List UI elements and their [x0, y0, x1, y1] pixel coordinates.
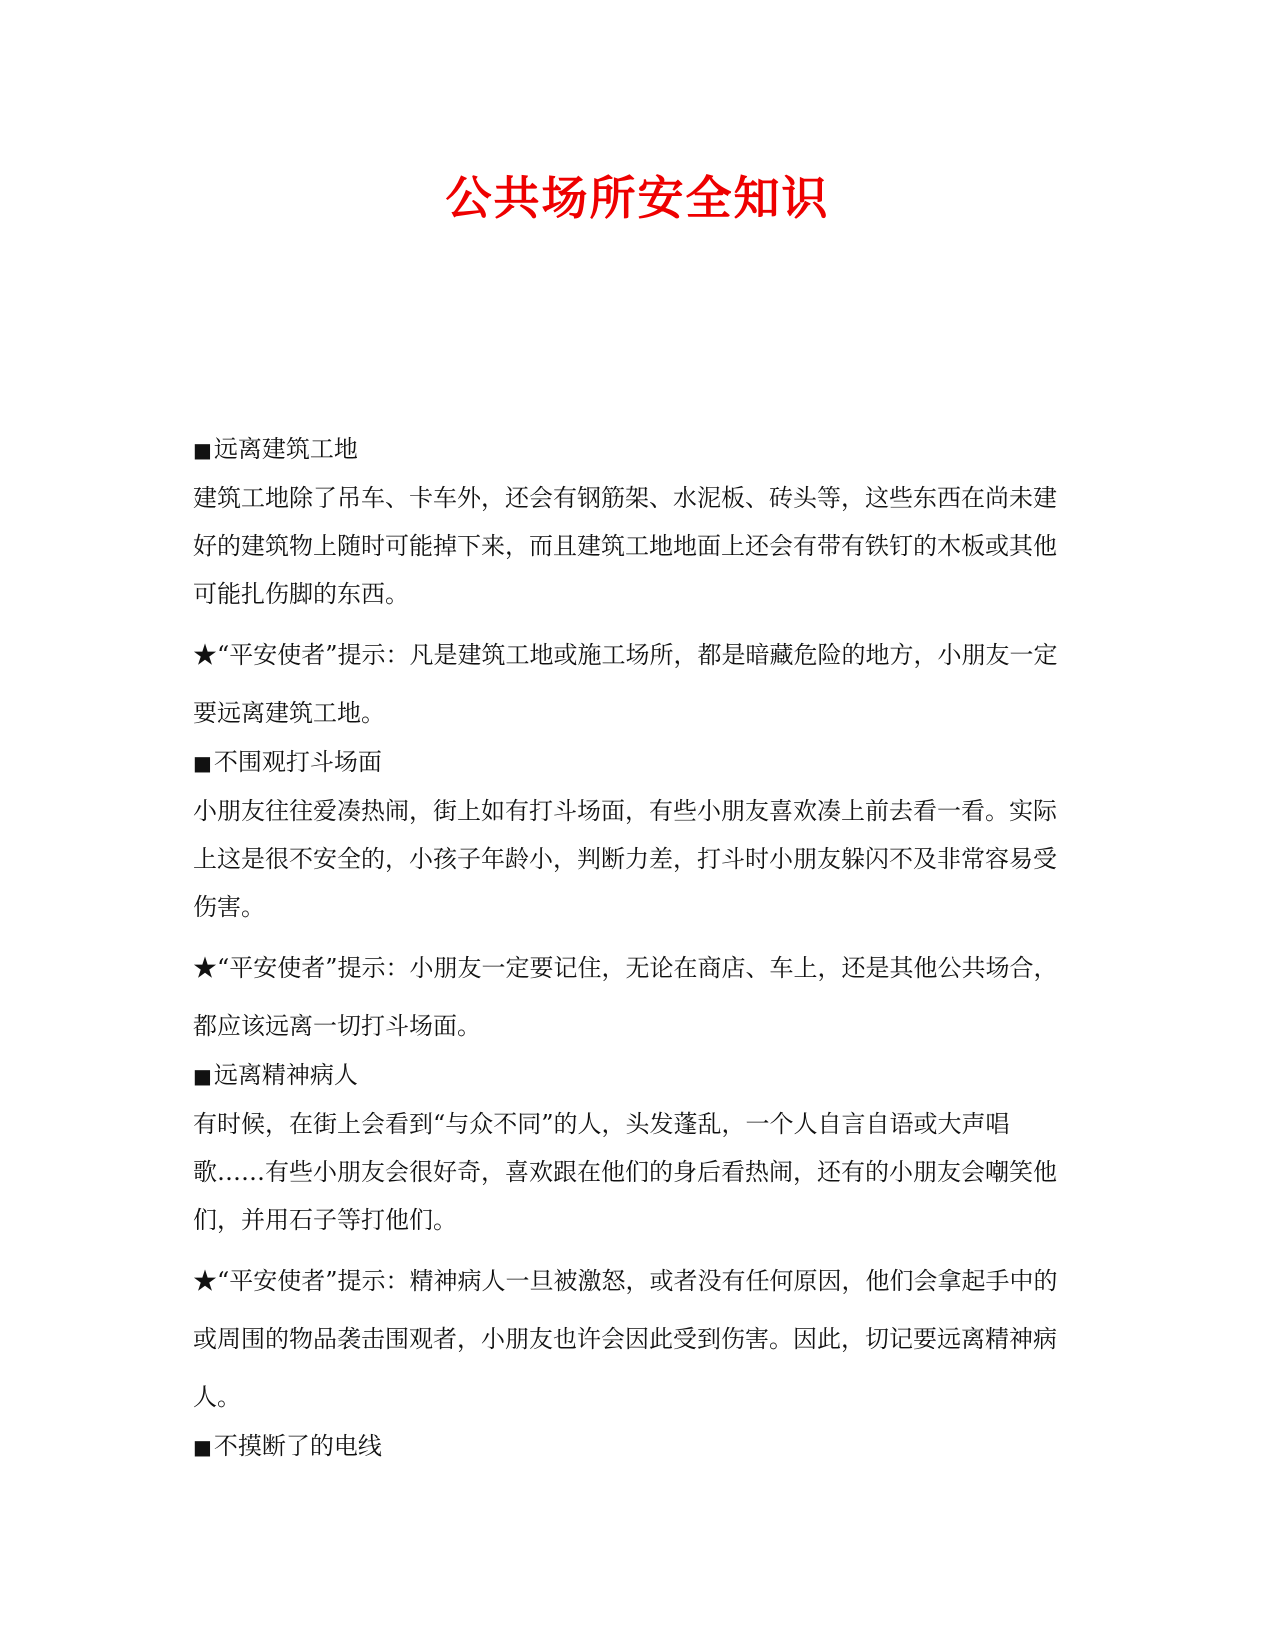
section-tip-construction: ★“平安使者”提示：凡是建筑工地或施工场所，都是暗藏危险的地方，小朋友一定要远离建筑工地。	[193, 641, 1058, 727]
square-bullet-icon: ■	[193, 751, 212, 775]
section-heading-mental-patient: ■远离精神病人	[193, 1061, 358, 1089]
square-bullet-icon: ■	[193, 1064, 212, 1088]
section-text-fighting: 小朋友往往爱凑热闹，街上如有打斗场面，有些小朋友喜欢凑上前去看一看。实际上这是很不安全的，小孩子年龄小，判断力差，打斗时小朋友躲闪不及非常容易受伤害。	[193, 797, 1057, 921]
document-body	[193, 425, 1073, 1471]
section-heading-fighting: ■不围观打斗场面	[193, 748, 382, 776]
square-bullet-icon: ■	[193, 438, 212, 462]
section-text-construction: 建筑工地除了吊车、卡车外，还会有钢筋架、水泥板、砖头等，这些东西在尚未建好的建筑物上随时可能掉下来，而且建筑工地地面上还会有带有铁钉的木板或其他可能扎伤脚的东西。	[193, 484, 1057, 608]
section-text-mental-patient: 有时候，在街上会看到“与众不同”的人，头发蓬乱，一个人自言自语或大声唱歌……有些小朋友会很好奇，喜欢跟在他们的身后看热闹，还有的小朋友会嘲笑他们，并用石子等打他们。	[193, 1110, 1057, 1234]
section-tip-mental-patient: ★“平安使者”提示：精神病人一旦被激怒，或者没有任何原因，他们会拿起手中的或周围的物品袭击围观者，小朋友也许会因此受到伤害。因此，切记要远离精神病人。	[193, 1267, 1058, 1411]
section-heading-broken-wire: ■不摸断了的电线	[193, 1432, 382, 1460]
page-title: 公共场所安全知识	[445, 171, 830, 225]
square-bullet-icon: ■	[193, 1435, 212, 1459]
section-tip-fighting: ★“平安使者”提示：小朋友一定要记住，无论在商店、车上，还是其他公共场合，都应该远离一切打斗场面。	[193, 954, 1058, 1040]
section-heading-construction: ■远离建筑工地	[193, 435, 358, 463]
